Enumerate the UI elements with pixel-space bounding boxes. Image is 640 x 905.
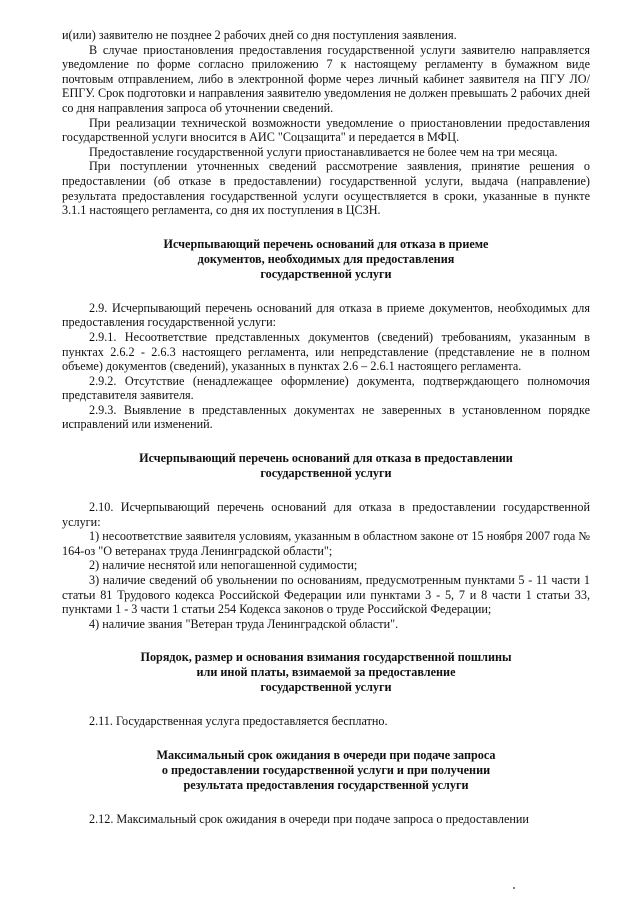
- section-heading: [62, 748, 590, 793]
- heading-line: государственной услуги: [260, 680, 392, 695]
- paragraph: и(или) заявителю не позднее 2 рабочих дней со дня поступления заявления.: [62, 28, 457, 42]
- paragraph: 2.9. Исчерпывающий перечень оснований для отказа в приеме документов, необходимых для предоставления государственной услуги:: [62, 300, 590, 330]
- heading-line: или иной платы, взимаемой за предоставление: [196, 665, 456, 680]
- heading-line: Порядок, размер и основания взимания государственной пошлины: [140, 650, 512, 665]
- paragraph: Предоставление государственной услуги приостанавливается не более чем на три месяца.: [89, 144, 558, 159]
- paragraph: При реализации технической возможности уведомление о приостановлении предоставления государственной услуги вносится в АИС "Соцзащита" и передается в МФЦ.: [62, 115, 590, 145]
- paragraph: 2.9.1. Несоответствие представленных документов (сведений) требованиям, указанным в пунктах 2.6.2 - 2.6.3 настоящего регламента, или непредставление (представление не в полном объеме) документов (сведений), указанных в пунктах 2.6 – 2.6.1 настоящего регламента.: [62, 329, 590, 374]
- paragraph: 2.11. Государственная услуга предоставляется бесплатно.: [89, 714, 388, 729]
- heading-line: Максимальный срок ожидания в очереди при подаче запроса: [156, 748, 496, 762]
- heading-line: Исчерпывающий перечень оснований для отказа в приеме: [163, 236, 489, 251]
- section-heading: [62, 451, 590, 481]
- heading-line: результата предоставления государственной услуги: [183, 778, 469, 792]
- heading-line: о предоставлении государственной услуги и при получении: [161, 763, 491, 777]
- paragraph: 2.9.2. Отсутствие (ненадлежащее оформление) документа, подтверждающего полномочия представителя заявителя.: [62, 373, 590, 403]
- heading-line: государственной услуги: [260, 466, 392, 481]
- heading-line: государственной услуги: [260, 266, 392, 281]
- list-item: 1) несоответствие заявителя условиям, указанным в областном законе от 15 ноября 2007 года № 164-оз "О ветеранах труда Ленинградской области";: [62, 529, 590, 558]
- list-item: 2) наличие неснятой или непогашенной судимости;: [89, 558, 358, 573]
- paragraph: 2.10. Исчерпывающий перечень оснований для отказа в предоставлении государственной услуги:: [62, 500, 590, 529]
- scan-speck: [513, 887, 515, 889]
- paragraph: В случае приостановления предоставления государственной услуги заявителю направляется уведомление по форме согласно приложению 7 к настоящему регламенту в бумажном виде почтовым отправлением, либо в электронной форме через личный кабинет заявителя на ПГУ ЛО/ЕПГУ. Срок подготовки и направления заявителю уведомления не должен превышать 2 рабочих дней со дня направления запроса об уточнении сведений.: [62, 42, 590, 115]
- paragraph: При поступлении уточненных сведений рассмотрение заявления, принятие решения о предоставлении (об отказе в предоставлении) государственной услуги, выдача (направление) результата предоставления государственной услуги осуществляется в сроки, указанные в пункте 3.1.1 настоящего регламента, со дня их поступления в ЦСЗН.: [62, 159, 590, 218]
- section-heading: [62, 650, 590, 695]
- heading-line: документов, необходимых для предоставления: [197, 251, 455, 266]
- paragraph: 2.9.3. Выявление в представленных документах не заверенных в установленном порядке исправлений или изменений.: [62, 402, 590, 432]
- paragraph: 2.12. Максимальный срок ожидания в очереди при подаче запроса о предоставлении: [89, 812, 529, 826]
- list-item: 4) наличие звания "Ветеран труда Ленинградской области".: [89, 616, 399, 631]
- list-item: 3) наличие сведений об увольнении по основаниям, предусмотренным пунктами 5 - 11 части 1 статьи 81 Трудового кодекса Российской Федерации или пунктами 3 - 5, 7 и 8 части 1 статьи 33, пунктами 1 - 3 части 1 статьи 254 Кодекса законов о труде Российской Федерации;: [62, 573, 590, 617]
- heading-line: Исчерпывающий перечень оснований для отказа в предоставлении: [139, 451, 513, 466]
- section-heading: [62, 237, 590, 282]
